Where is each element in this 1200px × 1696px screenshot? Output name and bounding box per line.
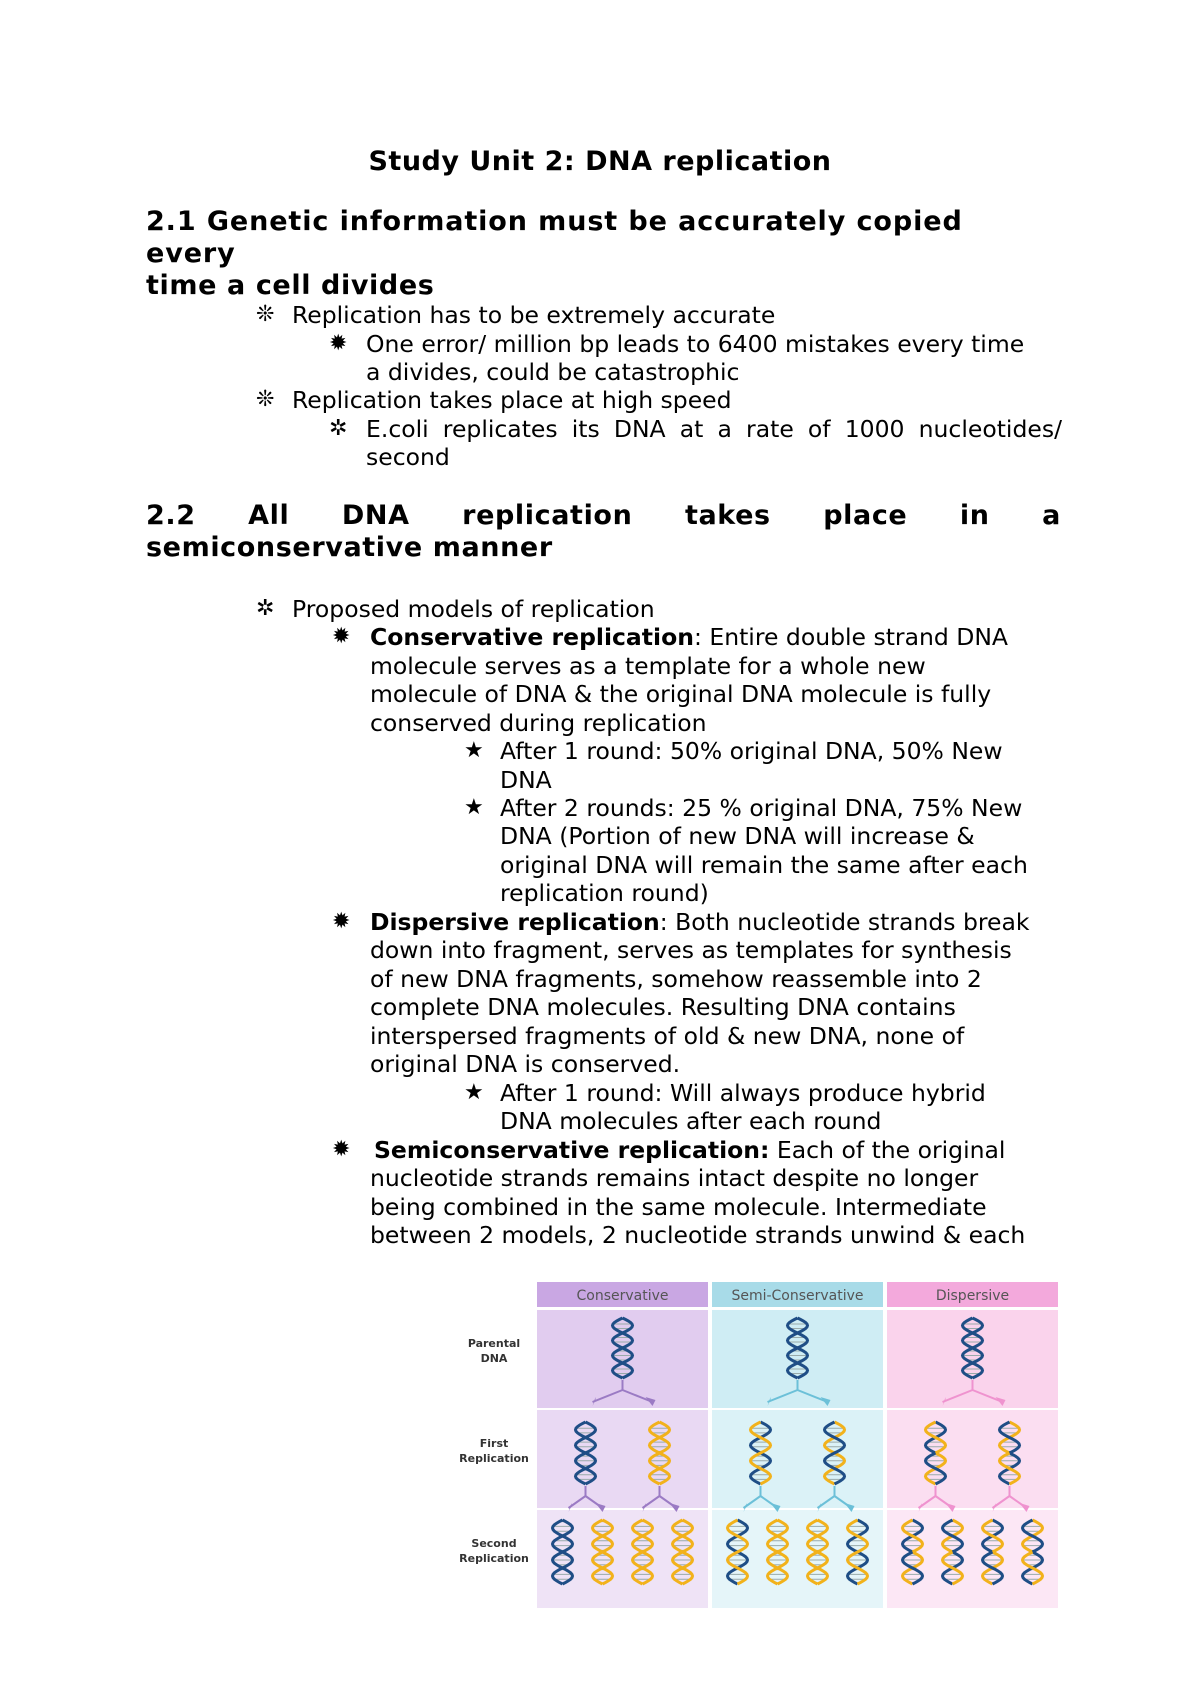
panel-bg (712, 1510, 883, 1608)
dispersive-line-6: original DNA is conserved. (370, 1050, 681, 1078)
row-label: DNA (480, 1352, 508, 1365)
star-bullet-icon: ★ (464, 738, 484, 763)
semiconservative-line-3: being combined in the same molecule. Intermediate (370, 1193, 987, 1221)
star-bullet-icon: ★ (464, 795, 484, 820)
row-label: Replication (459, 1552, 529, 1565)
dispersive-line-1 (370, 908, 1030, 937)
semiconservative-line-1 (374, 1136, 1005, 1165)
dispersive-line-3: of new DNA fragments, somehow reassemble into 2 (370, 965, 982, 993)
section-2-heading (146, 500, 1061, 564)
snowflake-bullet-icon: ❊ (256, 387, 275, 412)
gear-bullet-icon: ✲ (329, 416, 348, 441)
dispersive-line-5: interspersed fragments of old & new DNA, none of (370, 1022, 965, 1050)
gear-bullet-icon: ✹ (332, 624, 351, 649)
panel-bg (712, 1310, 883, 1408)
gear-bullet-icon: ✹ (332, 909, 351, 934)
panel-bg (712, 1410, 883, 1508)
gear-bullet-icon: ✲ (256, 596, 275, 621)
panel-bg (887, 1510, 1058, 1608)
section-1-heading-line-1: 2.1 Genetic information must be accurately copied every (146, 206, 963, 269)
conservative-star-2-line-2: DNA (Portion of new DNA will increase & (500, 822, 975, 850)
panel-bg (887, 1410, 1058, 1508)
panel-bg (537, 1410, 708, 1508)
heading-word: DNA (341, 500, 410, 531)
bullet-accuracy: Replication has to be extremely accurate (292, 301, 776, 329)
conservative-star-2-line-1: After 2 rounds: 25 % original DNA, 75% New (500, 794, 1023, 822)
sub-bullet-error-rate-line-1: One error/ million bp leads to 6400 mistakes every time (366, 330, 1025, 358)
semiconservative-term: Semiconservative replication: (374, 1136, 770, 1164)
semiconservative-line-4: between 2 models, 2 nucleotide strands unwind & each (370, 1221, 1026, 1249)
heading-word: replication (462, 500, 633, 531)
conservative-rest: : Entire double strand DNA (693, 623, 1009, 651)
dispersive-star-1-line-2: DNA molecules after each round (500, 1107, 882, 1135)
section-1-heading (146, 206, 1061, 302)
heading-word: 2.2 (146, 500, 196, 531)
snowflake-bullet-icon: ❊ (256, 302, 275, 327)
conservative-star-1-line-1: After 1 round: 50% original DNA, 50% New (500, 737, 1003, 765)
row-label: Replication (459, 1452, 529, 1465)
bullet-speed: Replication takes place at high speed (292, 386, 732, 414)
conservative-line-1 (370, 623, 1008, 652)
page-title: Study Unit 2: DNA replication (368, 146, 832, 177)
dispersive-line-4: complete DNA molecules. Resulting DNA contains (370, 993, 956, 1021)
panel-bg (537, 1310, 708, 1408)
row-label: Parental (467, 1337, 521, 1350)
gear-bullet-icon: ✹ (329, 331, 348, 356)
column-header-dispersive: Dispersive (935, 1288, 1010, 1304)
heading-word: takes (684, 500, 771, 531)
section-2-heading-line-1 (146, 500, 1061, 532)
heading-word: a (1042, 500, 1061, 531)
conservative-star-1-line-2: DNA (500, 766, 552, 794)
dispersive-term: Dispersive replication (370, 908, 660, 936)
conservative-term: Conservative replication (370, 623, 694, 651)
semiconservative-line-2: nucleotide strands remains intact despite no longer (370, 1164, 979, 1192)
conservative-star-2-line-3: original DNA will remain the same after each (500, 851, 1028, 879)
sub-bullet-ecoli-line-1: E.coli replicates its DNA at a rate of 1000 nucleotides/ (366, 415, 1062, 443)
bullet-proposed-models: Proposed models of replication (292, 595, 655, 623)
dispersive-rest: : Both nucleotide strands break (659, 908, 1030, 936)
replication-models-diagram (450, 1282, 1070, 1622)
heading-word: in (959, 500, 990, 531)
conservative-line-2: molecule serves as a template for a whole new (370, 652, 926, 680)
heading-word: place (823, 500, 908, 531)
panel-bg (887, 1310, 1058, 1408)
row-label: Second (471, 1537, 517, 1550)
conservative-star-2-line-4: replication round) (500, 879, 709, 907)
conservative-line-3: molecule of DNA & the original DNA molecule is fully (370, 680, 992, 708)
dispersive-star-1-line-1: After 1 round: Will always produce hybrid (500, 1079, 986, 1107)
conservative-line-4: conserved during replication (370, 709, 707, 737)
row-label: First (479, 1437, 509, 1450)
semiconservative-rest: Each of the original (769, 1136, 1006, 1164)
sub-bullet-error-rate-line-2: a divides, could be catastrophic (366, 358, 740, 386)
column-header-conservative: Conservative (576, 1288, 669, 1304)
heading-word: All (248, 500, 290, 531)
column-header-semi-conservative: Semi-Conservative (731, 1288, 864, 1304)
section-1-heading-line-2: time a cell divides (146, 270, 435, 301)
sub-bullet-ecoli-line-2: second (366, 443, 450, 471)
gear-bullet-icon: ✹ (332, 1137, 351, 1162)
section-2-heading-line-2: semiconservative manner (146, 532, 553, 563)
star-bullet-icon: ★ (464, 1080, 484, 1105)
dispersive-line-2: down into fragment, serves as templates for synthesis (370, 936, 1012, 964)
panel-bg (537, 1510, 708, 1608)
